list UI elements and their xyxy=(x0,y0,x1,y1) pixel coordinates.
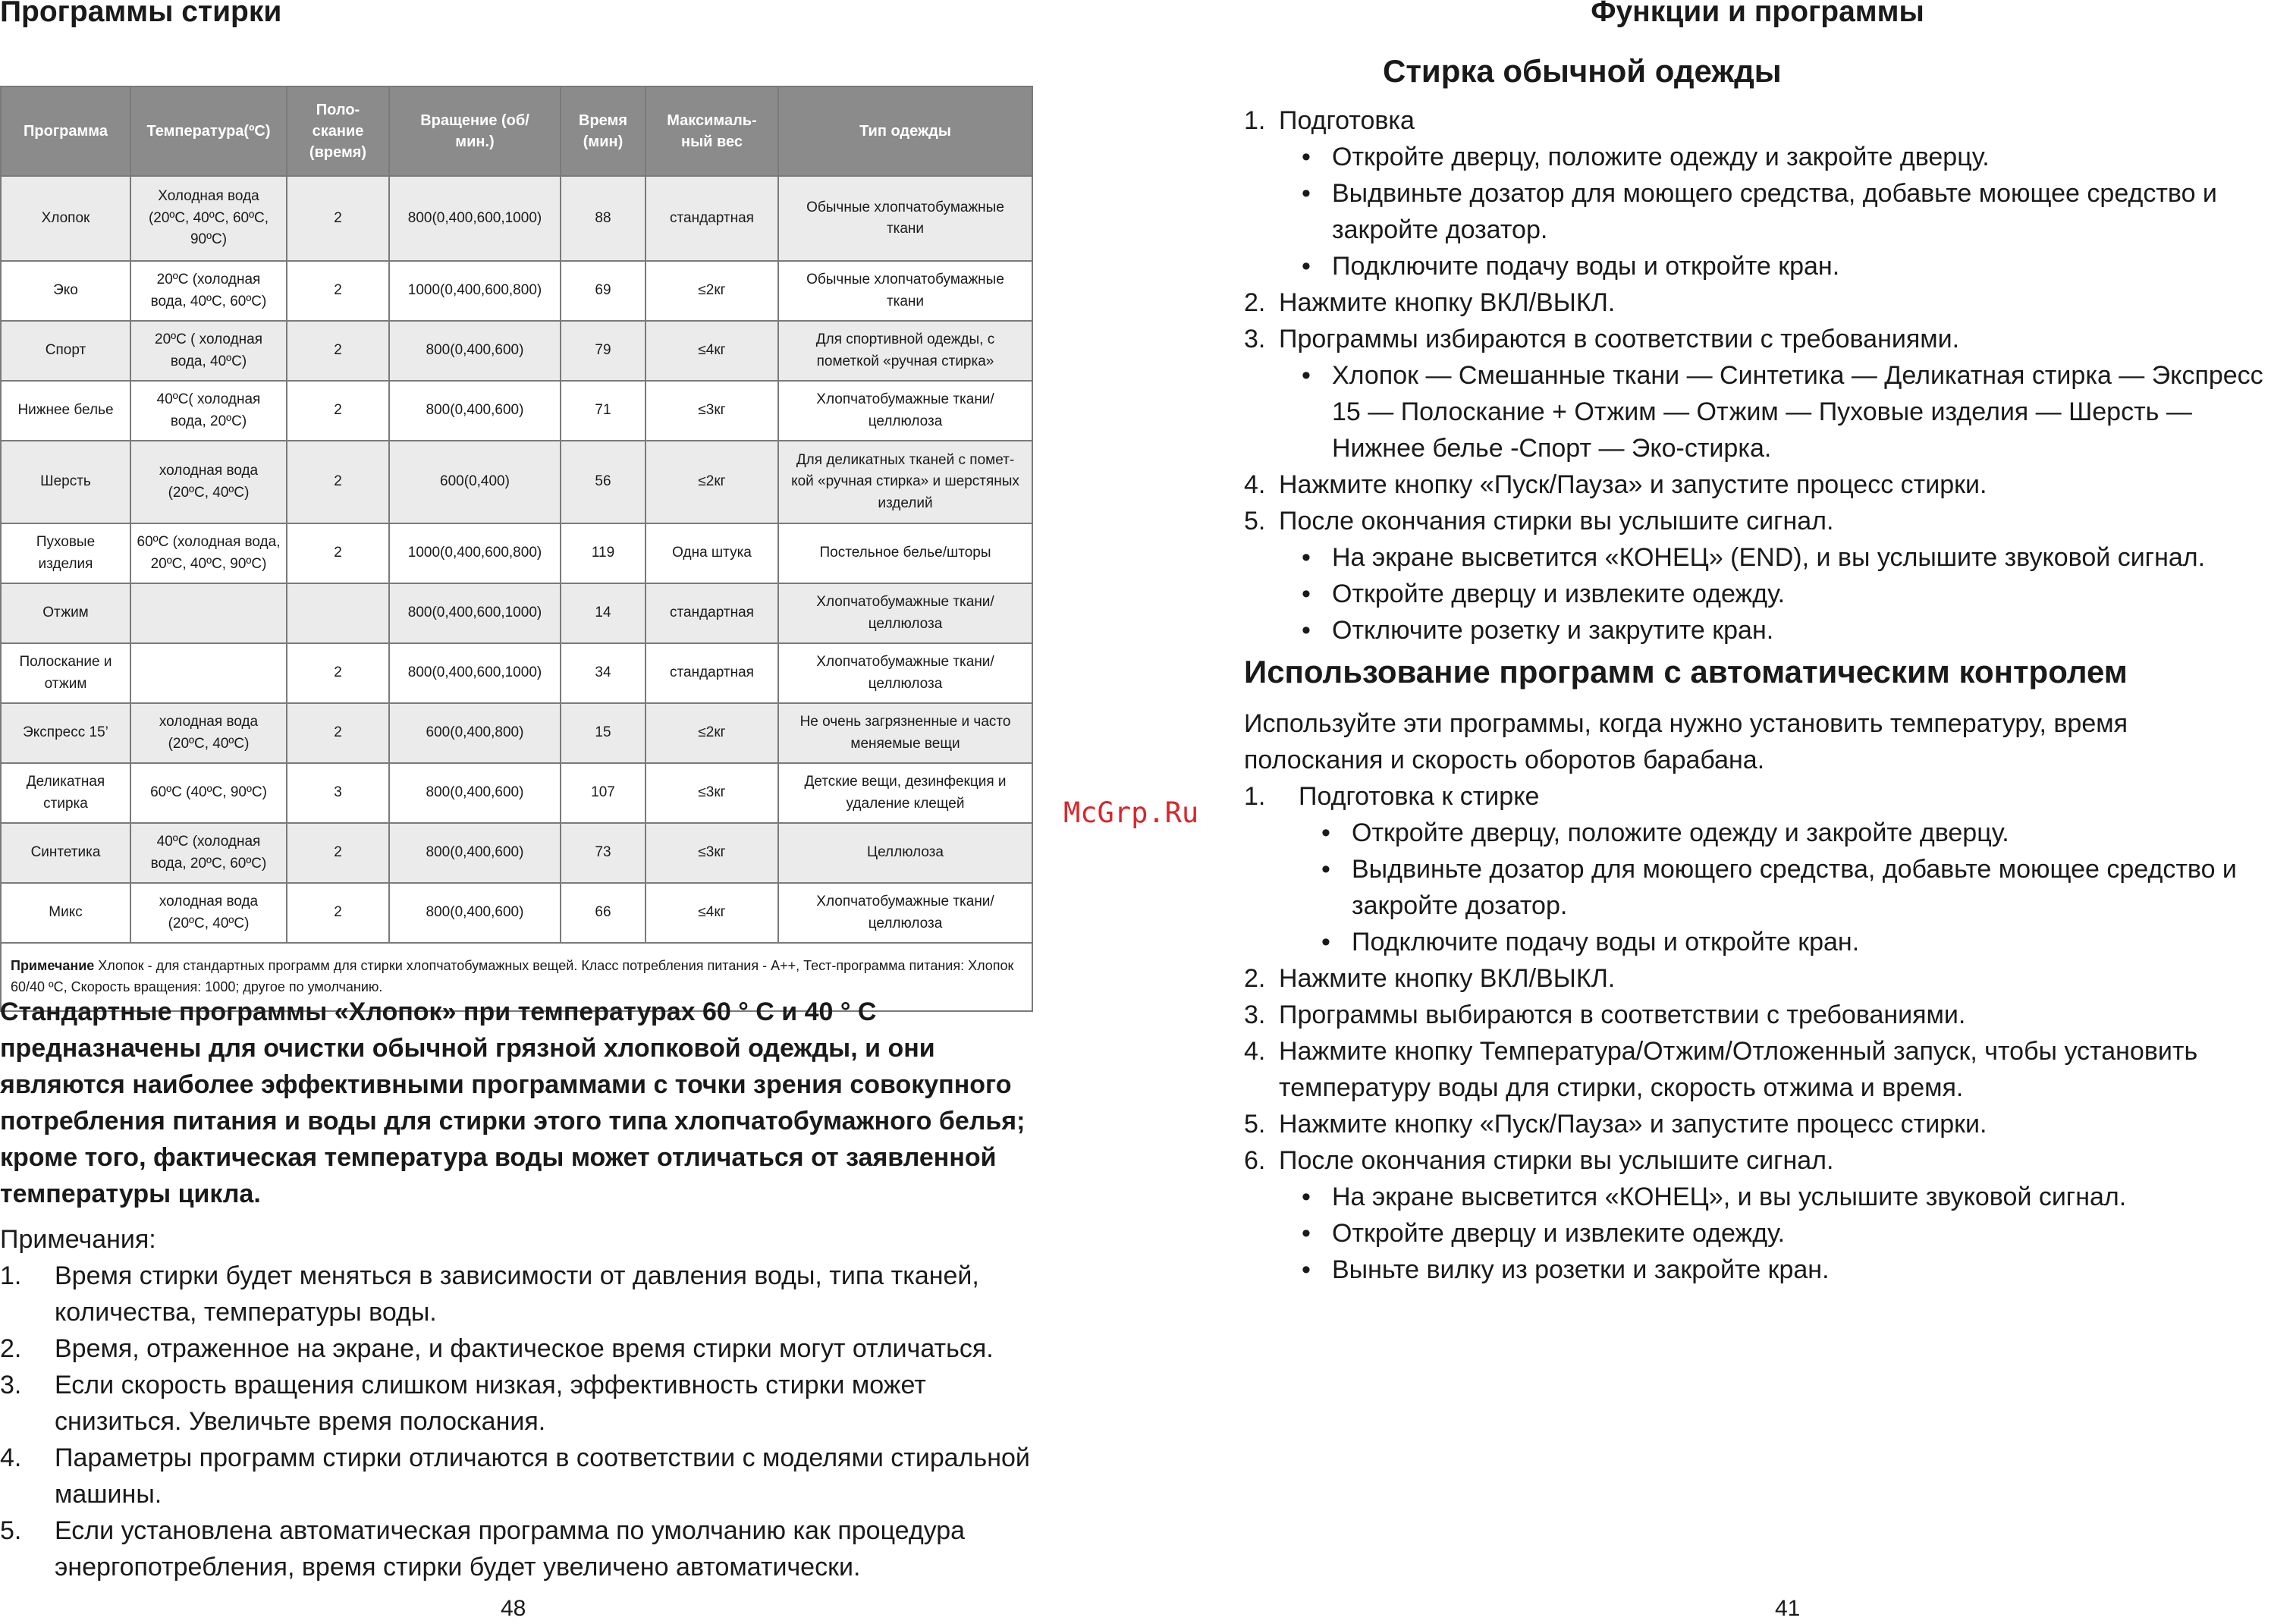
step-text: После окончания стирки вы услышите сигнал. xyxy=(1279,1146,1834,1175)
table-cell: Эко xyxy=(1,261,130,321)
table-cell: 20ºС (холодная вода, 40ºС, 60ºС) xyxy=(130,261,287,321)
table-cell: ≤2кг xyxy=(645,261,778,321)
step-number: 2. xyxy=(1244,288,1266,317)
table-cell: 800(0,400,600) xyxy=(389,763,561,823)
table-cell: 2 xyxy=(287,441,389,523)
step-bullets xyxy=(1279,1179,2271,1288)
page-number: 41 xyxy=(1775,1596,1801,1621)
table-cell: 60ºС (40ºС, 90ºС) xyxy=(130,763,287,823)
table-cell: Обычные хлопчатобумажные ткани xyxy=(778,261,1032,321)
table-row xyxy=(1,441,1032,523)
step-item xyxy=(1244,321,2271,466)
step-text: Программы выбираются в соответствии с требованиями. xyxy=(1279,1000,1966,1029)
note-text: Время, отраженное на экране, и фактическое время стирки могут отличаться. xyxy=(55,1334,994,1363)
bullet-item: • Выньте вилку из розетки и закройте кран. xyxy=(1279,1252,2271,1288)
table-header-cell: Максималь- ный вес xyxy=(645,86,778,176)
bullet-item: • На экране высветится «КОНЕЦ», и вы услышите звуковой сигнал. xyxy=(1279,1179,2271,1215)
table-cell: 600(0,400) xyxy=(389,441,561,523)
table-cell: Не очень загрязненные и часто меняемые вещи xyxy=(778,703,1032,763)
step-number: 3. xyxy=(1244,325,1266,353)
table-row xyxy=(1,823,1032,883)
table-cell xyxy=(130,643,287,703)
bullet-item: • Подключите подачу воды и откройте кран. xyxy=(1299,924,2271,960)
note-text: Если установлена автоматическая программа по умолчанию как процедура энергопотребления, время стирки будет увеличено автоматически. xyxy=(55,1516,966,1582)
table-cell: 107 xyxy=(561,763,645,823)
section-title-auto-control: Использование программ с автоматическим контролем xyxy=(1244,654,2128,689)
page-number: 48 xyxy=(501,1596,526,1621)
table-cell: стандартная xyxy=(645,643,778,703)
table-cell: 40ºС (холодная вода, 20ºС, 60ºС) xyxy=(130,823,287,883)
table-cell: 2 xyxy=(287,523,389,583)
table-cell: ≤4кг xyxy=(645,883,778,943)
table-cell: Нижнее белье xyxy=(1,381,130,441)
step-bullets xyxy=(1279,139,2271,284)
table-cell: 800(0,400,600,1000) xyxy=(389,583,561,643)
table-cell: Синтетика xyxy=(1,823,130,883)
step-text: Нажмите кнопку «Пуск/Пауза» и запустите процесс стирки. xyxy=(1279,1110,1987,1139)
programs-table xyxy=(0,86,1033,1012)
table-cell: ≤4кг xyxy=(645,321,778,381)
table-row xyxy=(1,176,1032,261)
table-cell: холодная вода (20ºС, 40ºС) xyxy=(130,441,287,523)
table-cell xyxy=(287,583,389,643)
step-item xyxy=(1244,1106,2271,1142)
table-cell: 2 xyxy=(287,703,389,763)
step-text: Нажмите кнопку «Пуск/Пауза» и запустите процесс стирки. xyxy=(1279,470,1987,499)
step-bullets xyxy=(1299,815,2271,960)
page-header: Функции и программы xyxy=(1591,0,1924,28)
table-cell: 40ºС( холодная вода, 20ºС) xyxy=(130,381,287,441)
left-page xyxy=(0,0,1039,1624)
table-cell: 2 xyxy=(287,643,389,703)
note-text: Время стирки будет меняться в зависимости от давления воды, типа тканей, количества, температуры воды. xyxy=(55,1261,979,1327)
table-cell: Для деликатных тканей с помет- кой «ручная стирка» и шерстяных изделий xyxy=(778,441,1032,523)
table-cell: Постельное белье/шторы xyxy=(778,523,1032,583)
table-cell: 14 xyxy=(561,583,645,643)
step-text: После окончания стирки вы услышите сигнал. xyxy=(1279,507,1834,536)
table-cell: 800(0,400,600) xyxy=(389,883,561,943)
table-row xyxy=(1,763,1032,823)
step-item xyxy=(1244,778,2271,960)
table-cell: 20ºС ( холодная вода, 40ºС) xyxy=(130,321,287,381)
note-item xyxy=(0,1330,1039,1367)
step-text: Подготовка к стирке xyxy=(1299,782,1540,811)
table-cell: Хлопок xyxy=(1,176,130,261)
table-header-row xyxy=(1,86,1032,176)
note-item xyxy=(0,1440,1039,1512)
step-item xyxy=(1244,102,2271,284)
note-number: 5. xyxy=(0,1516,22,1545)
step-text: Нажмите кнопку Температура/Отжим/Отложенный запуск, чтобы установить температуру воды для стирки, скорость отжима и время. xyxy=(1279,1037,2198,1102)
table-cell: ≤2кг xyxy=(645,441,778,523)
table-cell: холодная вода (20ºС, 40ºС) xyxy=(130,883,287,943)
table-cell: ≤2кг xyxy=(645,703,778,763)
bullet-item: • Подключите подачу воды и откройте кран. xyxy=(1279,248,2271,284)
table-cell: Хлопчатобумажные ткани/ целлюлоза xyxy=(778,883,1032,943)
table-cell: Отжим xyxy=(1,583,130,643)
page-title: Программы стирки xyxy=(0,0,282,28)
note-text: Если скорость вращения слишком низкая, эффективность стирки может снизиться. Увеличьте время полоскания. xyxy=(55,1371,926,1436)
table-header-cell: Время (мин) xyxy=(561,86,645,176)
table-cell: Одна штука xyxy=(645,523,778,583)
step-item xyxy=(1244,997,2271,1033)
table-cell: Шерсть xyxy=(1,441,130,523)
table-cell: 800(0,400,600) xyxy=(389,321,561,381)
table-row xyxy=(1,261,1032,321)
table-header-cell: Поло- скание (время) xyxy=(287,86,389,176)
step-number: 4. xyxy=(1244,470,1266,499)
table-cell: Полоскание и отжим xyxy=(1,643,130,703)
table-cell: Хлопчатобумажные ткани/ целлюлоза xyxy=(778,643,1032,703)
table-cell: 2 xyxy=(287,381,389,441)
note-number: 1. xyxy=(0,1261,22,1290)
table-cell: 71 xyxy=(561,381,645,441)
bullet-item: • Выдвиньте дозатор для моющего средства, добавьте моющее средство и закройте дозатор. xyxy=(1299,851,2271,924)
table-cell: 119 xyxy=(561,523,645,583)
table-row xyxy=(1,523,1032,583)
table-cell: Холодная вода (20ºС, 40ºС, 60ºС, 90ºС) xyxy=(130,176,287,261)
table-header-cell: Вращение (об/ мин.) xyxy=(389,86,561,176)
table-cell: Экспресс 15’ xyxy=(1,703,130,763)
table-row xyxy=(1,643,1032,703)
table-cell: 15 xyxy=(561,703,645,763)
bullet-item: • Откройте дверцу, положите одежду и закройте дверцу. xyxy=(1299,815,2271,851)
watermark: McGrp.Ru xyxy=(1063,796,1199,829)
note-item xyxy=(0,1367,1039,1440)
table-row xyxy=(1,703,1032,763)
table-cell: 34 xyxy=(561,643,645,703)
table-note-label: Примечание xyxy=(11,958,95,974)
table-cell: Обычные хлопчатобумажные ткани xyxy=(778,176,1032,261)
table-cell: 800(0,400,600) xyxy=(389,381,561,441)
step-number: 3. xyxy=(1244,1000,1266,1029)
table-cell: 66 xyxy=(561,883,645,943)
table-cell: 69 xyxy=(561,261,645,321)
table-cell: Деликатная стирка xyxy=(1,763,130,823)
note-item xyxy=(0,1258,1039,1330)
table-cell: стандартная xyxy=(645,583,778,643)
table-cell: ≤3кг xyxy=(645,823,778,883)
table-cell: 79 xyxy=(561,321,645,381)
table-row xyxy=(1,321,1032,381)
table-cell: Хлопчатобумажные ткани/ целлюлоза xyxy=(778,381,1032,441)
note-item xyxy=(0,1512,1039,1585)
step-item xyxy=(1244,1142,2271,1288)
table-cell: 2 xyxy=(287,883,389,943)
step-number: 1. xyxy=(1244,782,1266,811)
step-number: 5. xyxy=(1244,1110,1266,1139)
table-cell: 2 xyxy=(287,823,389,883)
cotton-programs-paragraph: Стандартные программы «Хлопок» при температурах 60 ° С и 40 ° С предназначены для очистки обычной грязной хлопковой одежды, и они являются наиболее эффективными программами с точки зрения совокупного потребления питания и воды для стирки этого типа хлопчатобумажного белья; кроме того, фактическая температура воды может отличаться от заявленной температуры цикла. xyxy=(0,997,1026,1208)
section-title-regular-wash: Стирка обычной одежды xyxy=(1383,53,1782,89)
step-item xyxy=(1244,466,2271,503)
right-page xyxy=(1244,0,2271,1624)
table-row xyxy=(1,381,1032,441)
table-cell: 1000(0,400,600,800) xyxy=(389,523,561,583)
table-cell: 2 xyxy=(287,176,389,261)
table-cell: 2 xyxy=(287,261,389,321)
note-number: 4. xyxy=(0,1443,22,1472)
step-number: 2. xyxy=(1244,964,1266,993)
step-text: Подготовка xyxy=(1279,106,1415,135)
table-cell: стандартная xyxy=(645,176,778,261)
table-cell: 1000(0,400,600,800) xyxy=(389,261,561,321)
auto-control-steps xyxy=(1244,778,2271,1288)
table-cell: Для спортивной одежды, с пометкой «ручная стирка» xyxy=(778,321,1032,381)
bullet-item: • Хлопок — Смешанные ткани — Синтетика — Деликатная стирка — Экспресс 15 — Полоскание + Отжим — Отжим — Пуховые изделия — Шерсть — Нижнее белье -Спорт — Эко-стирка. xyxy=(1279,357,2271,466)
table-row xyxy=(1,583,1032,643)
step-item xyxy=(1244,1033,2271,1106)
table-header-cell: Температура(ºС) xyxy=(130,86,287,176)
bullet-item: • Откройте дверцу, положите одежду и закройте дверцу. xyxy=(1279,139,2271,175)
table-cell: 800(0,400,600) xyxy=(389,823,561,883)
step-number: 6. xyxy=(1244,1146,1266,1175)
table-cell: 2 xyxy=(287,321,389,381)
table-cell: Целлюлоза xyxy=(778,823,1032,883)
table-cell: 800(0,400,600,1000) xyxy=(389,643,561,703)
note-number: 3. xyxy=(0,1371,22,1399)
step-text: Нажмите кнопку ВКЛ/ВЫКЛ. xyxy=(1279,288,1616,317)
step-number: 4. xyxy=(1244,1037,1266,1066)
step-item xyxy=(1244,284,2271,321)
step-number: 5. xyxy=(1244,507,1266,536)
notes-list xyxy=(0,1258,1039,1585)
note-text: Параметры программ стирки отличаются в соответствии с моделями стиральной машины. xyxy=(55,1443,1030,1509)
table-cell: 3 xyxy=(287,763,389,823)
table-header-cell: Тип одежды xyxy=(778,86,1032,176)
table-cell: Детские вещи, дезинфекция и удаление клещей xyxy=(778,763,1032,823)
table-cell: Микс xyxy=(1,883,130,943)
table-row xyxy=(1,883,1032,943)
bullet-item: • Выдвиньте дозатор для моющего средства, добавьте моющее средство и закройте дозатор. xyxy=(1279,175,2271,248)
table-cell: Спорт xyxy=(1,321,130,381)
table-cell: ≤3кг xyxy=(645,763,778,823)
regular-wash-steps xyxy=(1244,102,2271,649)
bullet-item: • Отключите розетку и закрутите кран. xyxy=(1279,612,2271,649)
table-cell xyxy=(130,583,287,643)
bullet-item: • Откройте дверцу и извлеките одежду. xyxy=(1279,1215,2271,1252)
table-cell: холодная вода (20ºС, 40ºС) xyxy=(130,703,287,763)
table-cell: ≤3кг xyxy=(645,381,778,441)
step-text: Программы избираются в соответствии с требованиями. xyxy=(1279,325,1960,353)
table-note-text: Хлопок - для стандартных программ для стирки хлопчатобумажных вещей. Класс потребления питания - А++, Тест-программа питания: Хлопок 60/40 ºС, Скорость вращения: 1000; другое по умолчанию. xyxy=(11,958,1014,994)
table-header-cell: Программа xyxy=(1,86,130,176)
table-cell: 800(0,400,600,1000) xyxy=(389,176,561,261)
note-number: 2. xyxy=(0,1334,22,1363)
step-text: Нажмите кнопку ВКЛ/ВЫКЛ. xyxy=(1279,964,1616,993)
table-cell: Хлопчатобумажные ткани/ целлюлоза xyxy=(778,583,1032,643)
table-cell: 73 xyxy=(561,823,645,883)
auto-control-intro: Используйте эти программы, когда нужно установить температуру, время полоскания и скорость оборотов барабана. xyxy=(1244,709,2128,774)
step-item xyxy=(1244,960,2271,997)
table-cell: Пуховые изделия xyxy=(1,523,130,583)
step-number: 1. xyxy=(1244,106,1266,135)
table-cell: 56 xyxy=(561,441,645,523)
table-cell: 88 xyxy=(561,176,645,261)
table-cell: 60ºС (холодная вода, 20ºС, 40ºС, 90ºС) xyxy=(130,523,287,583)
step-bullets xyxy=(1279,539,2271,649)
table-cell: 600(0,400,800) xyxy=(389,703,561,763)
step-bullets xyxy=(1279,357,2271,466)
bullet-item: • Откройте дверцу и извлеките одежду. xyxy=(1279,576,2271,612)
step-item xyxy=(1244,503,2271,649)
notes-title: Примечания: xyxy=(0,1225,156,1254)
bullet-item: • На экране высветится «КОНЕЦ» (END), и вы услышите звуковой сигнал. xyxy=(1279,539,2271,576)
